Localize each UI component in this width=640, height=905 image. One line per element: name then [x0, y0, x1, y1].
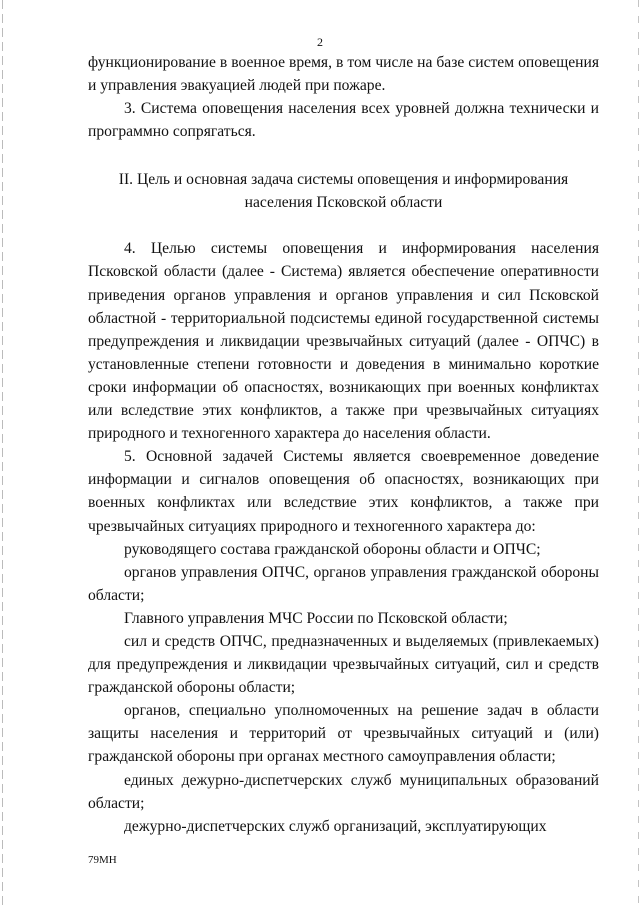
scan-edge-right: [638, 0, 639, 905]
document-body: [88, 51, 599, 838]
page-number: 2: [317, 35, 323, 49]
document-code: 79МН: [88, 854, 117, 866]
list-item: органов управления ОПЧС, органов управления гражданской обороны области;: [88, 563, 599, 604]
list-item: руководящего состава гражданской обороны области и ОПЧС;: [124, 540, 541, 558]
paragraph-continuation: функционирование в военное время, в том числе на базе систем оповещения и управления эвакуацией людей при пожаре.: [88, 54, 599, 95]
paragraph-3: 3. Система оповещения населения всех уровней должна технически и программно сопрягаться.: [88, 100, 599, 141]
list-item: единых дежурно-диспетчерских служб муниципальных образований области;: [88, 771, 599, 812]
section-heading: II. Цель и основная задача системы оповещения и информирования населения Псковской области: [118, 171, 569, 212]
list-item: Главного управления МЧС России по Псковской области;: [124, 609, 508, 627]
paragraph-4: 4. Целью системы оповещения и информирования населения Псковской области (далее - Система) является обеспечение оперативности приведения органов управления и органов управления и сил Псковской областной - территориальной подсистемы единой государственной системы предупреждения и ликвидации чрезвычайных ситуаций (далее - ОПЧС) в установленные степени готовности и доведения в минимально короткие сроки информации об опасностях, возникающих при военных конфликтах или вследствие этих конфликтов, а также при чрезвычайных ситуациях природного и техногенного характера до населения области.: [88, 240, 599, 443]
list-item: сил и средств ОПЧС, предназначенных и выделяемых (привлекаемых) для предупреждения и ликвидации чрезвычайных ситуаций, сил и средств гражданской обороны области;: [88, 632, 599, 697]
scan-edge-left: [2, 0, 3, 905]
list-item: дежурно-диспетчерских служб организаций, эксплуатирующих: [124, 817, 547, 835]
list-item: органов, специально уполномоченных на решение задач в области защиты населения и территорий от чрезвычайных ситуаций и (или) гражданской обороны при органах местного самоуправления области;: [88, 702, 599, 766]
paragraph-5: 5. Основной задачей Системы является своевременное доведение информации и сигналов оповещения об опасностях, возникающих при военных конфликтах или вследствие этих конфликтов, а также при чрезвычайных ситуациях природного и техногенного характера до:: [88, 448, 599, 535]
